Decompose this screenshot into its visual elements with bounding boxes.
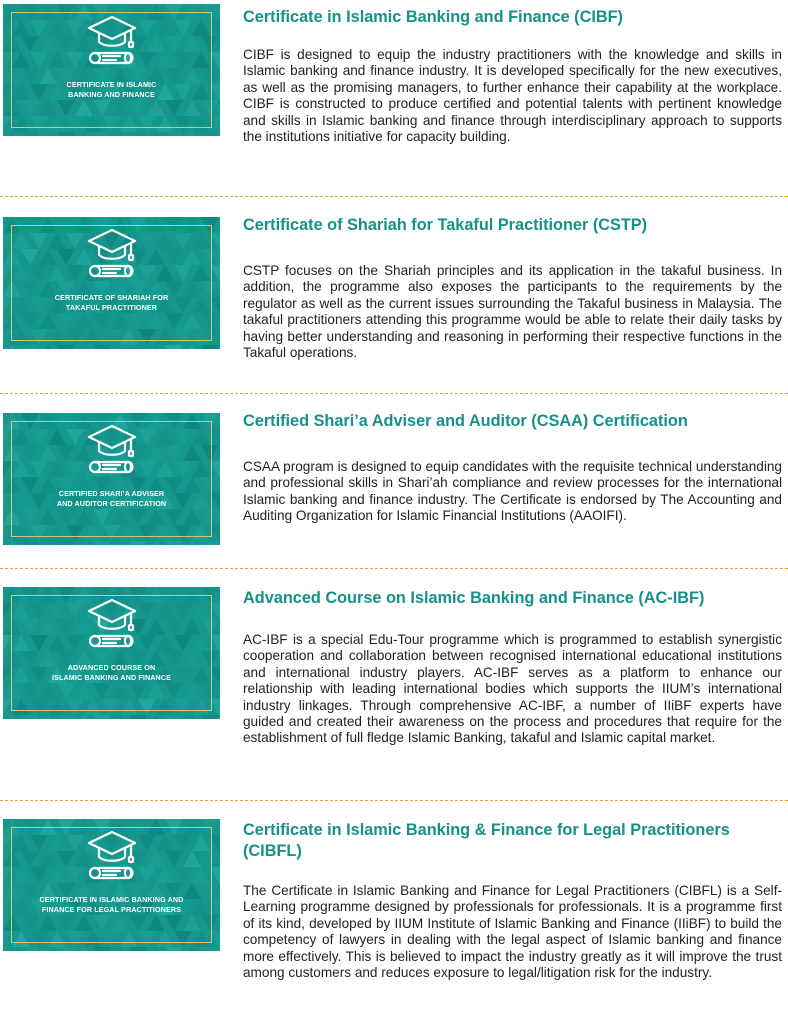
programme-description: CSTP focuses on the Shariah principles and its application in the takaful business. In addition, the programme also exposes the participants to the requirements by the regulator as well as the current issues surrounding the Takaful business in Malaysia. The takaful practitioners attending this programme would be able to relate their daily tasks by having better understanding and reasoning in performing their respective functions in the Takaful operations. [243,263,782,361]
graduation-cap-icon [86,422,138,478]
programme-title: Certificate of Shariah for Takaful Practitioner (CSTP) [243,216,648,234]
programme-description: CIBF is designed to equip the industry practitioners with the knowledge and skills in Islamic banking and finance industry. It is developed specifically for the new executives, as well as the promising managers, to further enhance their capability at the workplace. CIBF is constructed to produce certified and potential talents with pertinent knowledge and skills in Islamic banking and finance through interdisciplinary approach to supports the institutions initiative for capacity building. [243,47,782,145]
programme-description: AC-IBF is a special Edu-Tour programme which is programmed to establish synergistic cooperation and collaboration between recognised international educational institutions and international industry players. AC-IBF serves as a platform to enhance our relationship with leading international bodies which supports the IIUM’s international industry linkages. Through comprehensive AC-IBF, a number of IIiBF experts have guided and created their awareness on the process and procedures that require for the establishment of full fledge Islamic Banking, takaful and Islamic capital market. [243,632,782,746]
programme-title: Certificate in Islamic Banking & Finance for Legal Practitioners (CIBFL) [243,821,730,860]
programme-title: Certified Shari’a Adviser and Auditor (CSAA) Certification [243,412,688,430]
section-divider [0,393,788,394]
programme-description: The Certificate in Islamic Banking and Finance for Legal Practitioners (CIBFL) is a Self-Learning programme designed by professionals for professionals. It is a programme first of its kind, developed by IIUM Institute of Islamic Banking and Finance (IIiBF) to build the competency of lawyers in dealing with the legal aspect of Islamic banking and finance more effectively. This is believed to impact the industry greatly as it will improve the trust among customers and reduces exposure to legal/litigation risk for the industry. [243,883,782,981]
badge-label: CERTIFIED SHARI’A ADVISER AND AUDITOR CERTIFICATION [56,489,167,508]
badge-label: CERTIFICATE IN ISLAMIC BANKING AND FINANCE [66,80,157,99]
programme-badge [3,217,220,349]
programme-title: Certificate in Islamic Banking and Finance (CIBF) [243,8,623,26]
programme-badge [3,587,220,719]
programme-badge [3,413,220,545]
graduation-cap-icon [86,596,138,652]
programme-description: CSAA program is designed to equip candidates with the requisite technical understanding and professional skills in Shari’ah compliance and review processes for the international Islamic banking and finance industry. The Certificate is endorsed by The Accounting and Auditing Organization for Islamic Financial Institutions (AAOIFI). [243,459,782,524]
badge-label: CERTIFICATE OF SHARIAH FOR TAKAFUL PRACTITIONER [54,293,169,312]
graduation-cap-icon [86,226,138,282]
programme-badge [3,4,220,136]
programme-badge [3,819,220,951]
section-divider [0,196,788,197]
badge-label: ADVANCED COURSE ON ISLAMIC BANKING AND FINANCE [51,663,172,682]
graduation-cap-icon [86,13,138,69]
section-divider [0,568,788,569]
badge-label: CERTIFICATE IN ISLAMIC BANKING AND FINANCE FOR LEGAL PRACTITIONERS [39,895,184,914]
section-divider [0,800,788,801]
programme-title: Advanced Course on Islamic Banking and Finance (AC-IBF) [243,589,705,607]
graduation-cap-icon [86,828,138,884]
